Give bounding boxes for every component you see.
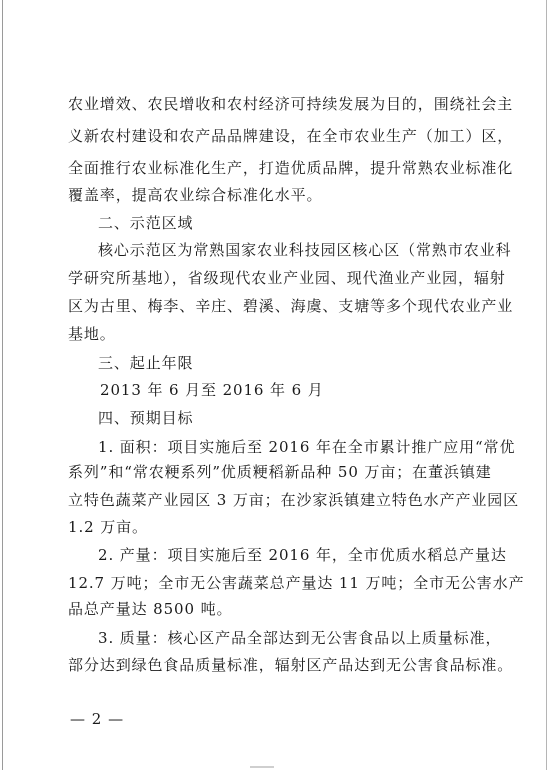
page-number: — 2 — [70, 710, 125, 728]
paragraph-line: 系列”和“常农粳系列”优质粳稻新品种 50 万亩；在董浜镇建 [68, 463, 492, 481]
paragraph-line: 覆盖率，提高农业综合标准化水平。 [68, 186, 323, 204]
paragraph-line: 部分达到绿色食品质量标准，辐射区产品达到无公害食品标准。 [68, 656, 514, 674]
paragraph-line: 基地。 [68, 325, 116, 343]
scan-artifact [250, 766, 274, 768]
section-heading-targets: 四、预期目标 [98, 409, 194, 427]
page-border-right [546, 0, 547, 770]
paragraph-line: 品总产量达 8500 吨。 [68, 600, 233, 618]
paragraph-line: 立特色蔬菜产业园区 3 万亩；在沙家浜镇建立特色水产产业园区 [68, 491, 520, 509]
paragraph-line: 义新农村建设和农产品品牌建设，在全市农业生产（加工）区， [68, 127, 514, 145]
paragraph-line: 1.2 万亩。 [68, 518, 148, 536]
paragraph-line: 学研究所基地），省级现代农业产业园、现代渔业产业园，辐射 [68, 269, 506, 287]
paragraph-line: 2. 产量：项目实施后至 2016 年，全市优质水稻总产量达 [98, 546, 507, 564]
paragraph-line: 核心示范区为常熟国家农业科技园区核心区（常熟市农业科 [98, 241, 512, 259]
paragraph-line: 3. 质量：核心区产品全部达到无公害食品以上质量标准， [98, 629, 502, 647]
paragraph-line: 区为古里、梅李、辛庄、碧溪、海虞、支塘等多个现代农业产业 [68, 297, 514, 315]
section-heading-demo-area: 二、示范区域 [98, 214, 194, 232]
section-heading-period: 三、起止年限 [98, 354, 194, 372]
paragraph-line: 1. 面积：项目实施后至 2016 年在全市累计推广应用“常优 [98, 438, 516, 456]
paragraph-line: 农业增效、农民增收和农村经济可持续发展为目的，围绕社会主 [68, 95, 514, 113]
paragraph-line: 全面推行农业标准化生产，打造优质品牌，提升常熟农业标准化 [68, 159, 514, 177]
period-dates: 2013 年 6 月至 2016 年 6 月 [100, 381, 324, 399]
paragraph-line: 12.7 万吨；全市无公害蔬菜总产量达 11 万吨；全市无公害水产 [68, 574, 525, 592]
page-border-left [2, 0, 3, 770]
